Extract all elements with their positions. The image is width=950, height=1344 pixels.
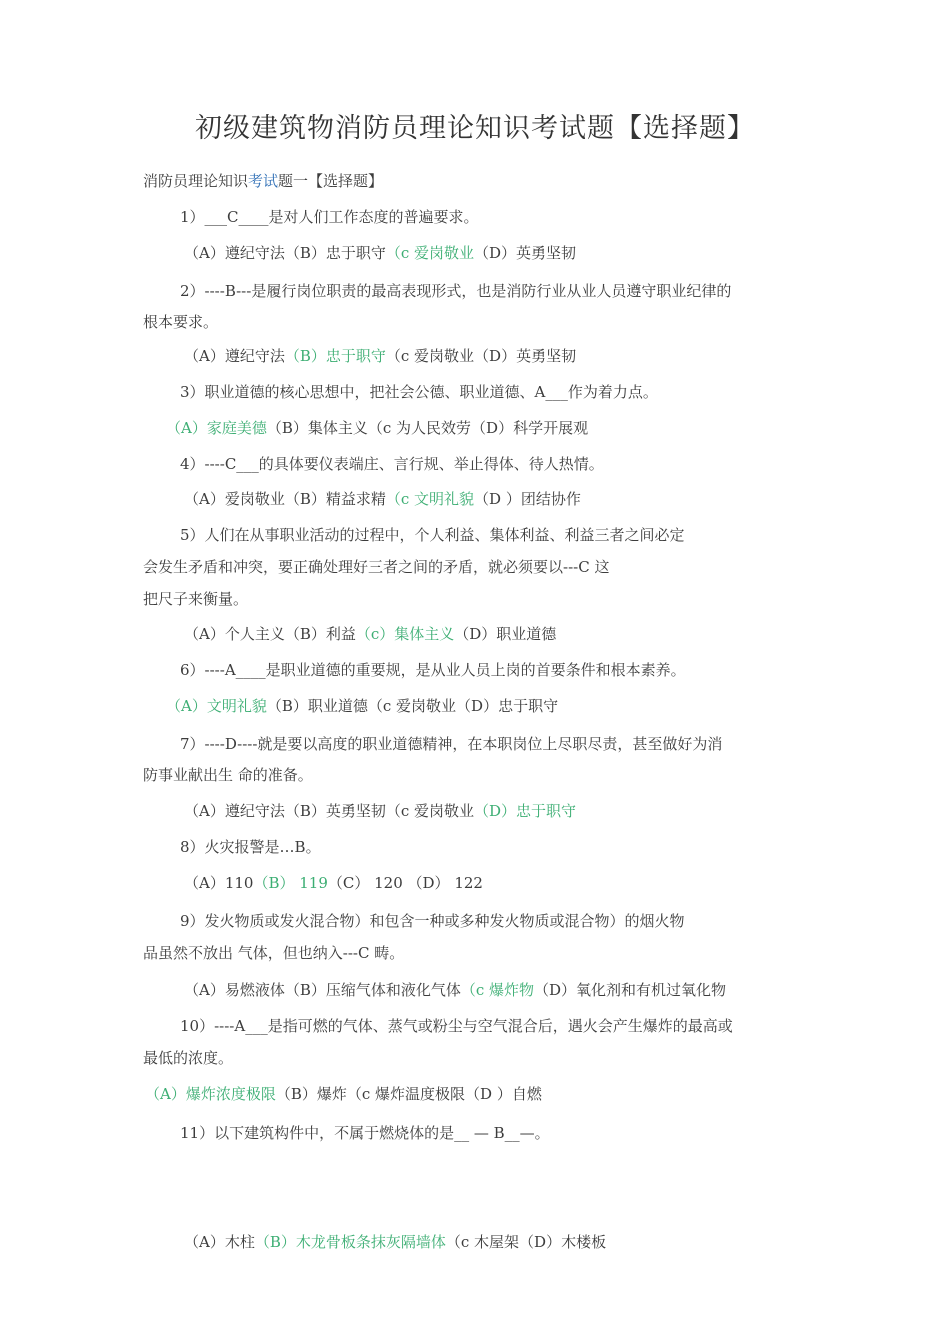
heading-text-post: 题一【选择题】 (278, 172, 384, 190)
option-text: （A）个人主义（B）利益 (184, 625, 356, 643)
question-6: 6）----A____是职业道德的重要规，是从业人员上岗的首要条件和根本素养。 (180, 661, 686, 679)
question-11: 11）以下建筑构件中，不属于燃烧体的是__ — B__—。 (180, 1124, 550, 1142)
question-8: 8）火灾报警是…B。 (180, 838, 321, 856)
question-7-cont: 防事业献出生 命的准备。 (143, 766, 313, 784)
option-text: （D）职业道德 (454, 625, 557, 643)
options-3 (166, 418, 588, 438)
exam-link[interactable]: 考试 (248, 172, 279, 190)
option-text: （c 爱岗敬业（D）英勇坚韧 (385, 347, 577, 365)
question-2-cont: 根本要求。 (143, 313, 219, 331)
options-7 (184, 801, 576, 821)
answer-highlight: （c 爆炸物 (460, 981, 535, 999)
question-2: 2）----B---是履行岗位职责的最高表现形式，也是消防行业从业人员遵守职业纪律的 (180, 282, 732, 300)
option-text: （A）爱岗敬业（B）精益求精 (184, 490, 386, 508)
question-10: 10）----A___是指可燃的气体、蒸气或粉尘与空气混合后，遇火会产生爆炸的最高或 (180, 1017, 733, 1035)
heading-text-pre: 消防员理论知识 (143, 172, 249, 190)
option-text: （B）爆炸（c 爆炸温度极限（D ）自燃 (275, 1085, 542, 1103)
answer-highlight: （c 爱岗敬业 (385, 244, 475, 262)
options-8 (184, 873, 483, 893)
option-text: （B）集体主义（c 为人民效劳（D）科学开展观 (266, 419, 589, 437)
options-9 (184, 980, 726, 1000)
question-7: 7）----D----就是要以高度的职业道德精神，在本职岗位上尽职尽责，甚至做好为消 (180, 735, 723, 753)
option-text: （A）遵纪守法 (184, 347, 285, 365)
page-title: 初级建筑物消防员理论知识考试题【选择题】 (195, 113, 755, 144)
answer-highlight: （B） 119 (253, 874, 328, 892)
answer-highlight: （c）集体主义 (355, 625, 455, 643)
answer-highlight: （A）家庭美德 (166, 419, 267, 437)
option-text: （B）职业道德（c 爱岗敬业（D）忠于职守 (266, 697, 559, 715)
option-text: （D）氧化剂和有机过氧化物 (534, 981, 727, 999)
section-heading (143, 171, 383, 191)
question-5-cont2: 把尺子来衡量。 (143, 590, 249, 608)
answer-highlight: （B）忠于职守 (284, 347, 386, 365)
question-9: 9）发火物质或发火混合物）和包含一种或多种发火物质或混合物）的烟火物 (180, 912, 685, 930)
option-text: （c 木屋架（D）木楼板 (445, 1233, 607, 1251)
option-text: （A）110 (184, 874, 254, 892)
options-4 (184, 489, 581, 509)
answer-highlight: （B）木龙骨板条抹灰隔墙体 (254, 1233, 446, 1251)
question-5-cont: 会发生矛盾和冲突，要正确处理好三者之间的矛盾，就必须要以---C 这 (143, 558, 610, 576)
question-4: 4）----C___的具体要仪表端庄、言行规、举止得体、待人热情。 (180, 455, 604, 473)
options-11 (184, 1232, 606, 1252)
answer-highlight: （A）文明礼貌 (166, 697, 267, 715)
question-1: 1）___C____是对人们工作态度的普遍要求。 (180, 208, 479, 226)
options-6 (166, 696, 558, 716)
option-text: （A）木柱 (184, 1233, 255, 1251)
question-9-cont: 品虽然不放出 气体，但也纳入---C 畴。 (143, 944, 405, 962)
option-text: （D ）团结协作 (474, 490, 581, 508)
answer-highlight: （D）忠于职守 (474, 802, 577, 820)
question-10-cont: 最低的浓度。 (143, 1049, 234, 1067)
option-text: （A）易燃液体（B）压缩气体和液化气体 (184, 981, 461, 999)
answer-highlight: （A）爆炸浓度极限 (145, 1085, 276, 1103)
option-text: （A）遵纪守法（B）英勇坚韧（c 爱岗敬业 (184, 802, 475, 820)
options-10 (145, 1084, 542, 1104)
question-3: 3）职业道德的核心思想中，把社会公德、职业道德、A___作为着力点。 (180, 383, 658, 401)
options-5 (184, 624, 556, 644)
option-text: （D）英勇坚韧 (474, 244, 577, 262)
question-5: 5）人们在从事职业活动的过程中，个人利益、集体利益、利益三者之间必定 (180, 526, 685, 544)
options-1 (184, 243, 576, 263)
option-text: （A）遵纪守法（B）忠于职守 (184, 244, 386, 262)
option-text: （C） 120 （D） 122 (327, 874, 483, 892)
answer-highlight: （c 文明礼貌 (385, 490, 475, 508)
options-2 (184, 346, 576, 366)
